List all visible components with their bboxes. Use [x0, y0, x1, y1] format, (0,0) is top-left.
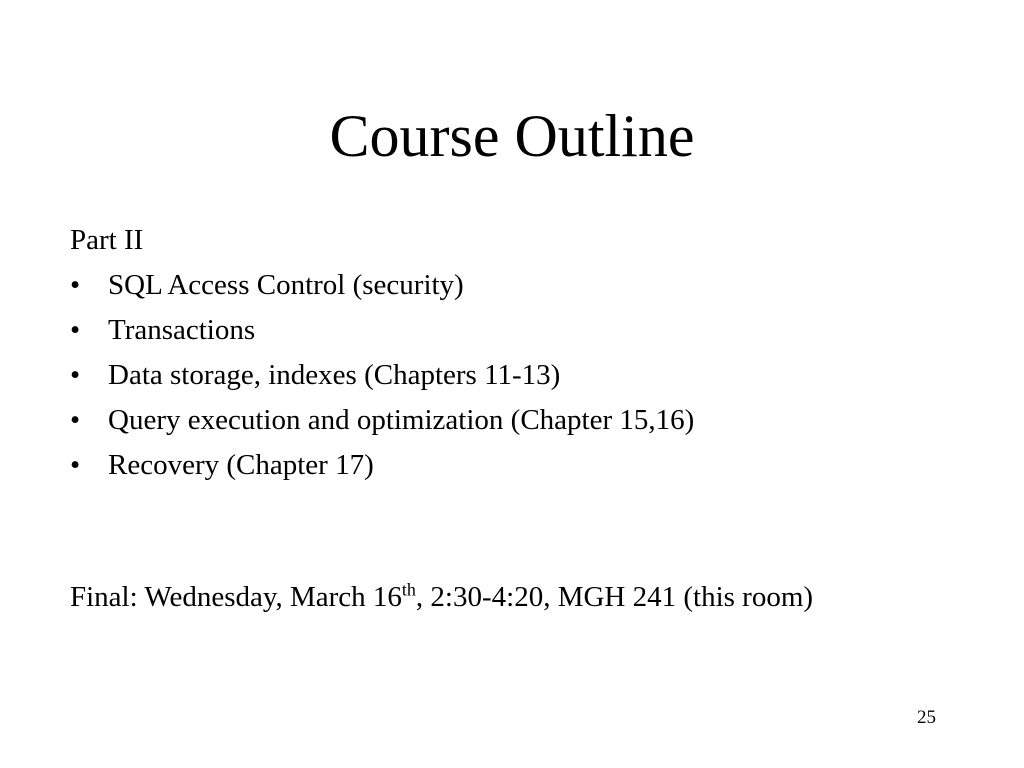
bullet-item [70, 308, 930, 353]
final-date-suffix: th [401, 579, 416, 600]
bullet-icon: • [70, 449, 81, 481]
bullet-text: Query execution and optimization (Chapter 15,16) [108, 404, 695, 436]
final-text-after-sup: , 2:30-4:20, MGH 241 (this room) [415, 581, 814, 613]
bullet-icon: • [70, 269, 81, 301]
section-label: Part II [70, 224, 144, 256]
bullet-text: Transactions [108, 314, 256, 346]
bullet-item [70, 263, 930, 308]
page-number: 25 [917, 707, 936, 728]
bullet-text: Recovery (Chapter 17) [108, 449, 374, 481]
final-exam-note [70, 578, 928, 616]
bullet-list [70, 263, 930, 488]
bullet-icon: • [70, 314, 81, 346]
slide-title: Course Outline [329, 103, 695, 169]
final-text-before-sup: Final: Wednesday, March 16 [70, 581, 402, 613]
slide-body [70, 218, 930, 488]
bullet-text: Data storage, indexes (Chapters 11-13) [108, 359, 561, 391]
bullet-item [70, 353, 930, 398]
bullet-text: SQL Access Control (security) [108, 269, 464, 301]
bullet-icon: • [70, 359, 81, 391]
bullet-icon: • [70, 404, 81, 436]
bullet-item [70, 443, 930, 488]
bullet-item [70, 398, 930, 443]
